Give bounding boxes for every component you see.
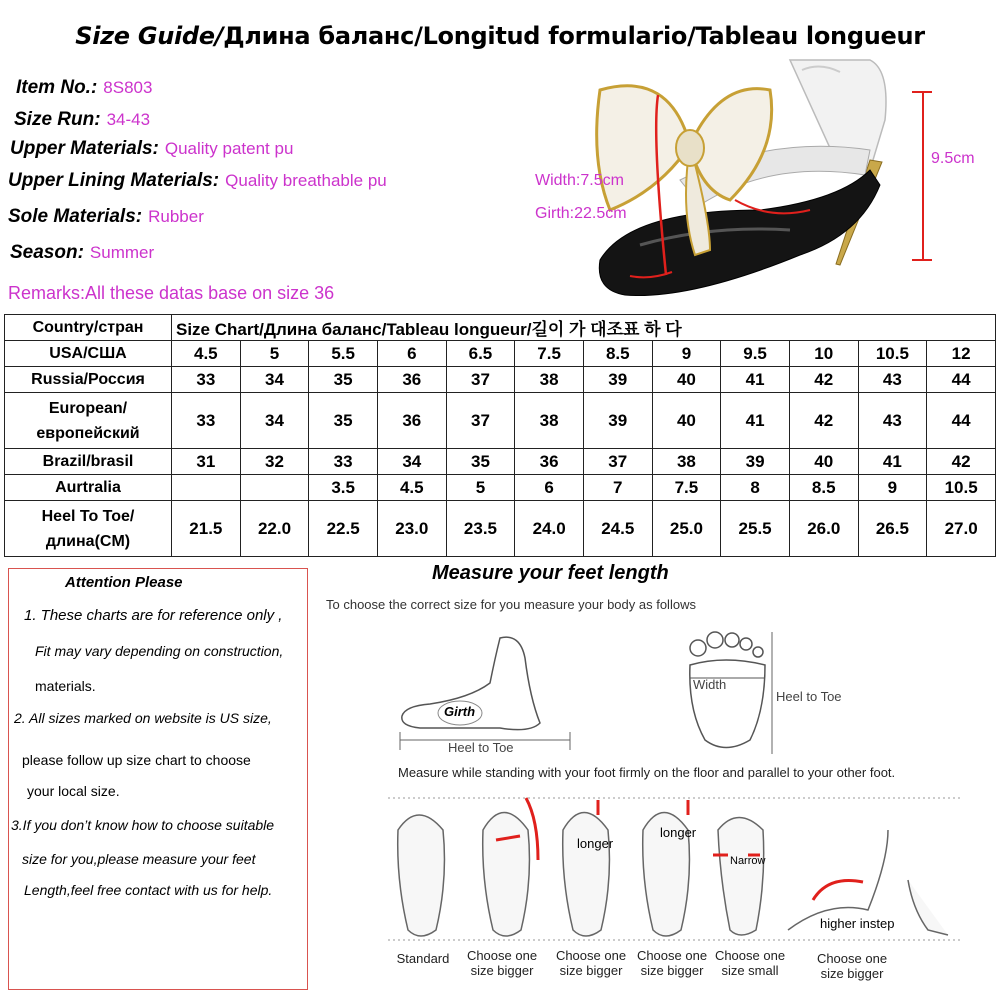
- spec-lining-materials: [8, 170, 387, 192]
- cell: 10.5: [927, 475, 996, 501]
- table-row: [5, 475, 996, 501]
- spec-value: Quality patent pu: [164, 139, 294, 158]
- attention-line: your local size.: [27, 783, 120, 799]
- cell: 40: [652, 367, 721, 393]
- cell: 22.0: [240, 501, 309, 557]
- cell: 4.5: [172, 341, 241, 367]
- cell: 37: [446, 367, 515, 393]
- cell: 41: [721, 393, 790, 449]
- cell: 35: [309, 367, 378, 393]
- remarks: Remarks:All these datas base on size 36: [8, 283, 335, 303]
- cell: 5.5: [309, 341, 378, 367]
- cell: 35: [309, 393, 378, 449]
- spec-value: Summer: [89, 243, 155, 262]
- cell: [172, 475, 241, 501]
- cell: 6: [515, 475, 584, 501]
- cell: 7.5: [652, 475, 721, 501]
- cell: 26.5: [858, 501, 927, 557]
- cell: 36: [377, 367, 446, 393]
- chart-header: Size Chart/Длина баланс/Tableau longueur/길이 가 대조표 하 다: [172, 315, 996, 341]
- measure-subtitle: To choose the correct size for you measure your body as follows: [326, 597, 696, 612]
- cell: 3.5: [309, 475, 378, 501]
- cell: 41: [721, 367, 790, 393]
- cell: 32: [240, 449, 309, 475]
- row-label: USA/США: [5, 341, 172, 367]
- attention-line: 1. These charts are for reference only ,: [24, 607, 283, 624]
- spec-sole-materials: [8, 206, 204, 228]
- foot-label-standard: Standard: [396, 951, 450, 966]
- cell: [240, 475, 309, 501]
- spec-label: Upper Materials:: [10, 138, 159, 159]
- row-label: European/европейский: [5, 393, 172, 449]
- cell: 43: [858, 393, 927, 449]
- attention-box: [8, 568, 308, 990]
- spec-size-run: [14, 109, 150, 131]
- cell: 38: [515, 393, 584, 449]
- cell: 38: [652, 449, 721, 475]
- spec-label: Item No.:: [16, 77, 98, 98]
- attention-line: size for you,please measure your feet: [22, 851, 256, 867]
- cell: 40: [652, 393, 721, 449]
- spec-value: 34-43: [106, 110, 151, 129]
- cell: 37: [446, 393, 515, 449]
- spec-value: Rubber: [148, 207, 204, 226]
- cell: 9.5: [721, 341, 790, 367]
- cell: 26.0: [789, 501, 858, 557]
- cell: 34: [240, 367, 309, 393]
- note-longer-2: longer: [660, 825, 697, 840]
- page-title: [0, 22, 1000, 50]
- cell: 39: [721, 449, 790, 475]
- cell: 4.5: [377, 475, 446, 501]
- attention-line: 2. All sizes marked on website is US size,: [14, 710, 272, 726]
- spec-label: Size Run:: [14, 109, 101, 130]
- cell: 25.0: [652, 501, 721, 557]
- size-chart-table: [4, 314, 996, 557]
- width-diagram-label: Width: [693, 677, 727, 692]
- height-label: 9.5cm: [931, 150, 975, 167]
- attention-line: Length,feel free contact with us for help.: [24, 882, 273, 898]
- cell: 24.5: [583, 501, 652, 557]
- title-rest: Длина баланс/Longitud formulario/Tableau longueur: [223, 22, 925, 50]
- cell: 8.5: [789, 475, 858, 501]
- note-narrow: Narrow: [730, 855, 766, 867]
- cell: 33: [309, 449, 378, 475]
- cell: 8.5: [583, 341, 652, 367]
- cell: 36: [377, 393, 446, 449]
- row-label: Brazil/brasil: [5, 449, 172, 475]
- cell: 25.5: [721, 501, 790, 557]
- cell: 39: [583, 367, 652, 393]
- foot-label: Choose one size small: [714, 948, 786, 978]
- cell: 12: [927, 341, 996, 367]
- cell: 37: [583, 449, 652, 475]
- foot-label: Choose one size bigger: [466, 948, 538, 978]
- attention-line: materials.: [35, 678, 96, 694]
- country-header: Country/стран: [5, 315, 172, 341]
- spec-value: Quality breathable pu: [225, 171, 387, 190]
- row-label: Heel To Toe/длина(CM): [5, 501, 172, 557]
- girth-diagram-label: Girth: [444, 704, 476, 719]
- foot-label: Choose one size bigger: [555, 948, 627, 978]
- cell: 44: [927, 393, 996, 449]
- cell: 10.5: [858, 341, 927, 367]
- title-size-guide: Size Guide/: [75, 22, 224, 50]
- table-row: [5, 501, 996, 557]
- cell: 33: [172, 367, 241, 393]
- cell: 35: [446, 449, 515, 475]
- measure-title: Measure your feet length: [432, 562, 669, 584]
- heel-to-toe-bottom-label: Heel to Toe: [448, 740, 514, 755]
- spec-season: [10, 242, 154, 264]
- cell: 34: [240, 393, 309, 449]
- row-label: Aurtralia: [5, 475, 172, 501]
- cell: 9: [652, 341, 721, 367]
- spec-label: Sole Materials:: [8, 206, 143, 227]
- cell: 42: [789, 367, 858, 393]
- heel-to-toe-side-label: Heel to Toe: [776, 689, 842, 704]
- cell: 43: [858, 367, 927, 393]
- cell: 36: [515, 449, 584, 475]
- spec-label: Upper Lining Materials:: [8, 170, 220, 191]
- cell: 34: [377, 449, 446, 475]
- cell: 5: [446, 475, 515, 501]
- foot-label: Choose one size bigger: [636, 948, 708, 978]
- cell: 5: [240, 341, 309, 367]
- cell: 8: [721, 475, 790, 501]
- spec-label: Season:: [10, 242, 84, 263]
- attention-line: please follow up size chart to choose: [22, 752, 251, 768]
- attention-title: Attention Please: [65, 574, 183, 591]
- table-header-row: [5, 315, 996, 341]
- cell: 42: [789, 393, 858, 449]
- spec-upper-materials: [10, 138, 293, 160]
- cell: 39: [583, 393, 652, 449]
- width-label: Width:7.5cm: [535, 172, 624, 189]
- attention-line: 3.If you don’t know how to choose suitable: [11, 817, 275, 833]
- cell: 44: [927, 367, 996, 393]
- cell: 41: [858, 449, 927, 475]
- cell: 7.5: [515, 341, 584, 367]
- table-row: [5, 393, 996, 449]
- cell: 24.0: [515, 501, 584, 557]
- measure-instruction: Measure while standing with your foot firmly on the floor and parallel to your other foot.: [398, 765, 896, 780]
- attention-line: Fit may vary depending on construction,: [35, 643, 284, 659]
- cell: 27.0: [927, 501, 996, 557]
- cell: 31: [172, 449, 241, 475]
- cell: 6.5: [446, 341, 515, 367]
- side-foot-diagram: [390, 628, 590, 758]
- spec-item-no: [16, 77, 152, 99]
- note-instep: higher instep: [820, 916, 895, 931]
- girth-label: Girth:22.5cm: [535, 205, 627, 222]
- cell: 21.5: [172, 501, 241, 557]
- cell: 38: [515, 367, 584, 393]
- note-longer-1: longer: [577, 836, 614, 851]
- foot-label: Choose one size bigger: [816, 951, 888, 981]
- cell: 6: [377, 341, 446, 367]
- cell: 9: [858, 475, 927, 501]
- table-row: [5, 341, 996, 367]
- cell: 22.5: [309, 501, 378, 557]
- cell: 23.5: [446, 501, 515, 557]
- cell: 7: [583, 475, 652, 501]
- cell: 42: [927, 449, 996, 475]
- row-label: Russia/Россия: [5, 367, 172, 393]
- table-row: [5, 449, 996, 475]
- table-row: [5, 367, 996, 393]
- cell: 10: [789, 341, 858, 367]
- spec-value: 8S803: [103, 78, 153, 97]
- cell: 33: [172, 393, 241, 449]
- cell: 23.0: [377, 501, 446, 557]
- top-foot-diagram: [680, 630, 790, 760]
- cell: 40: [789, 449, 858, 475]
